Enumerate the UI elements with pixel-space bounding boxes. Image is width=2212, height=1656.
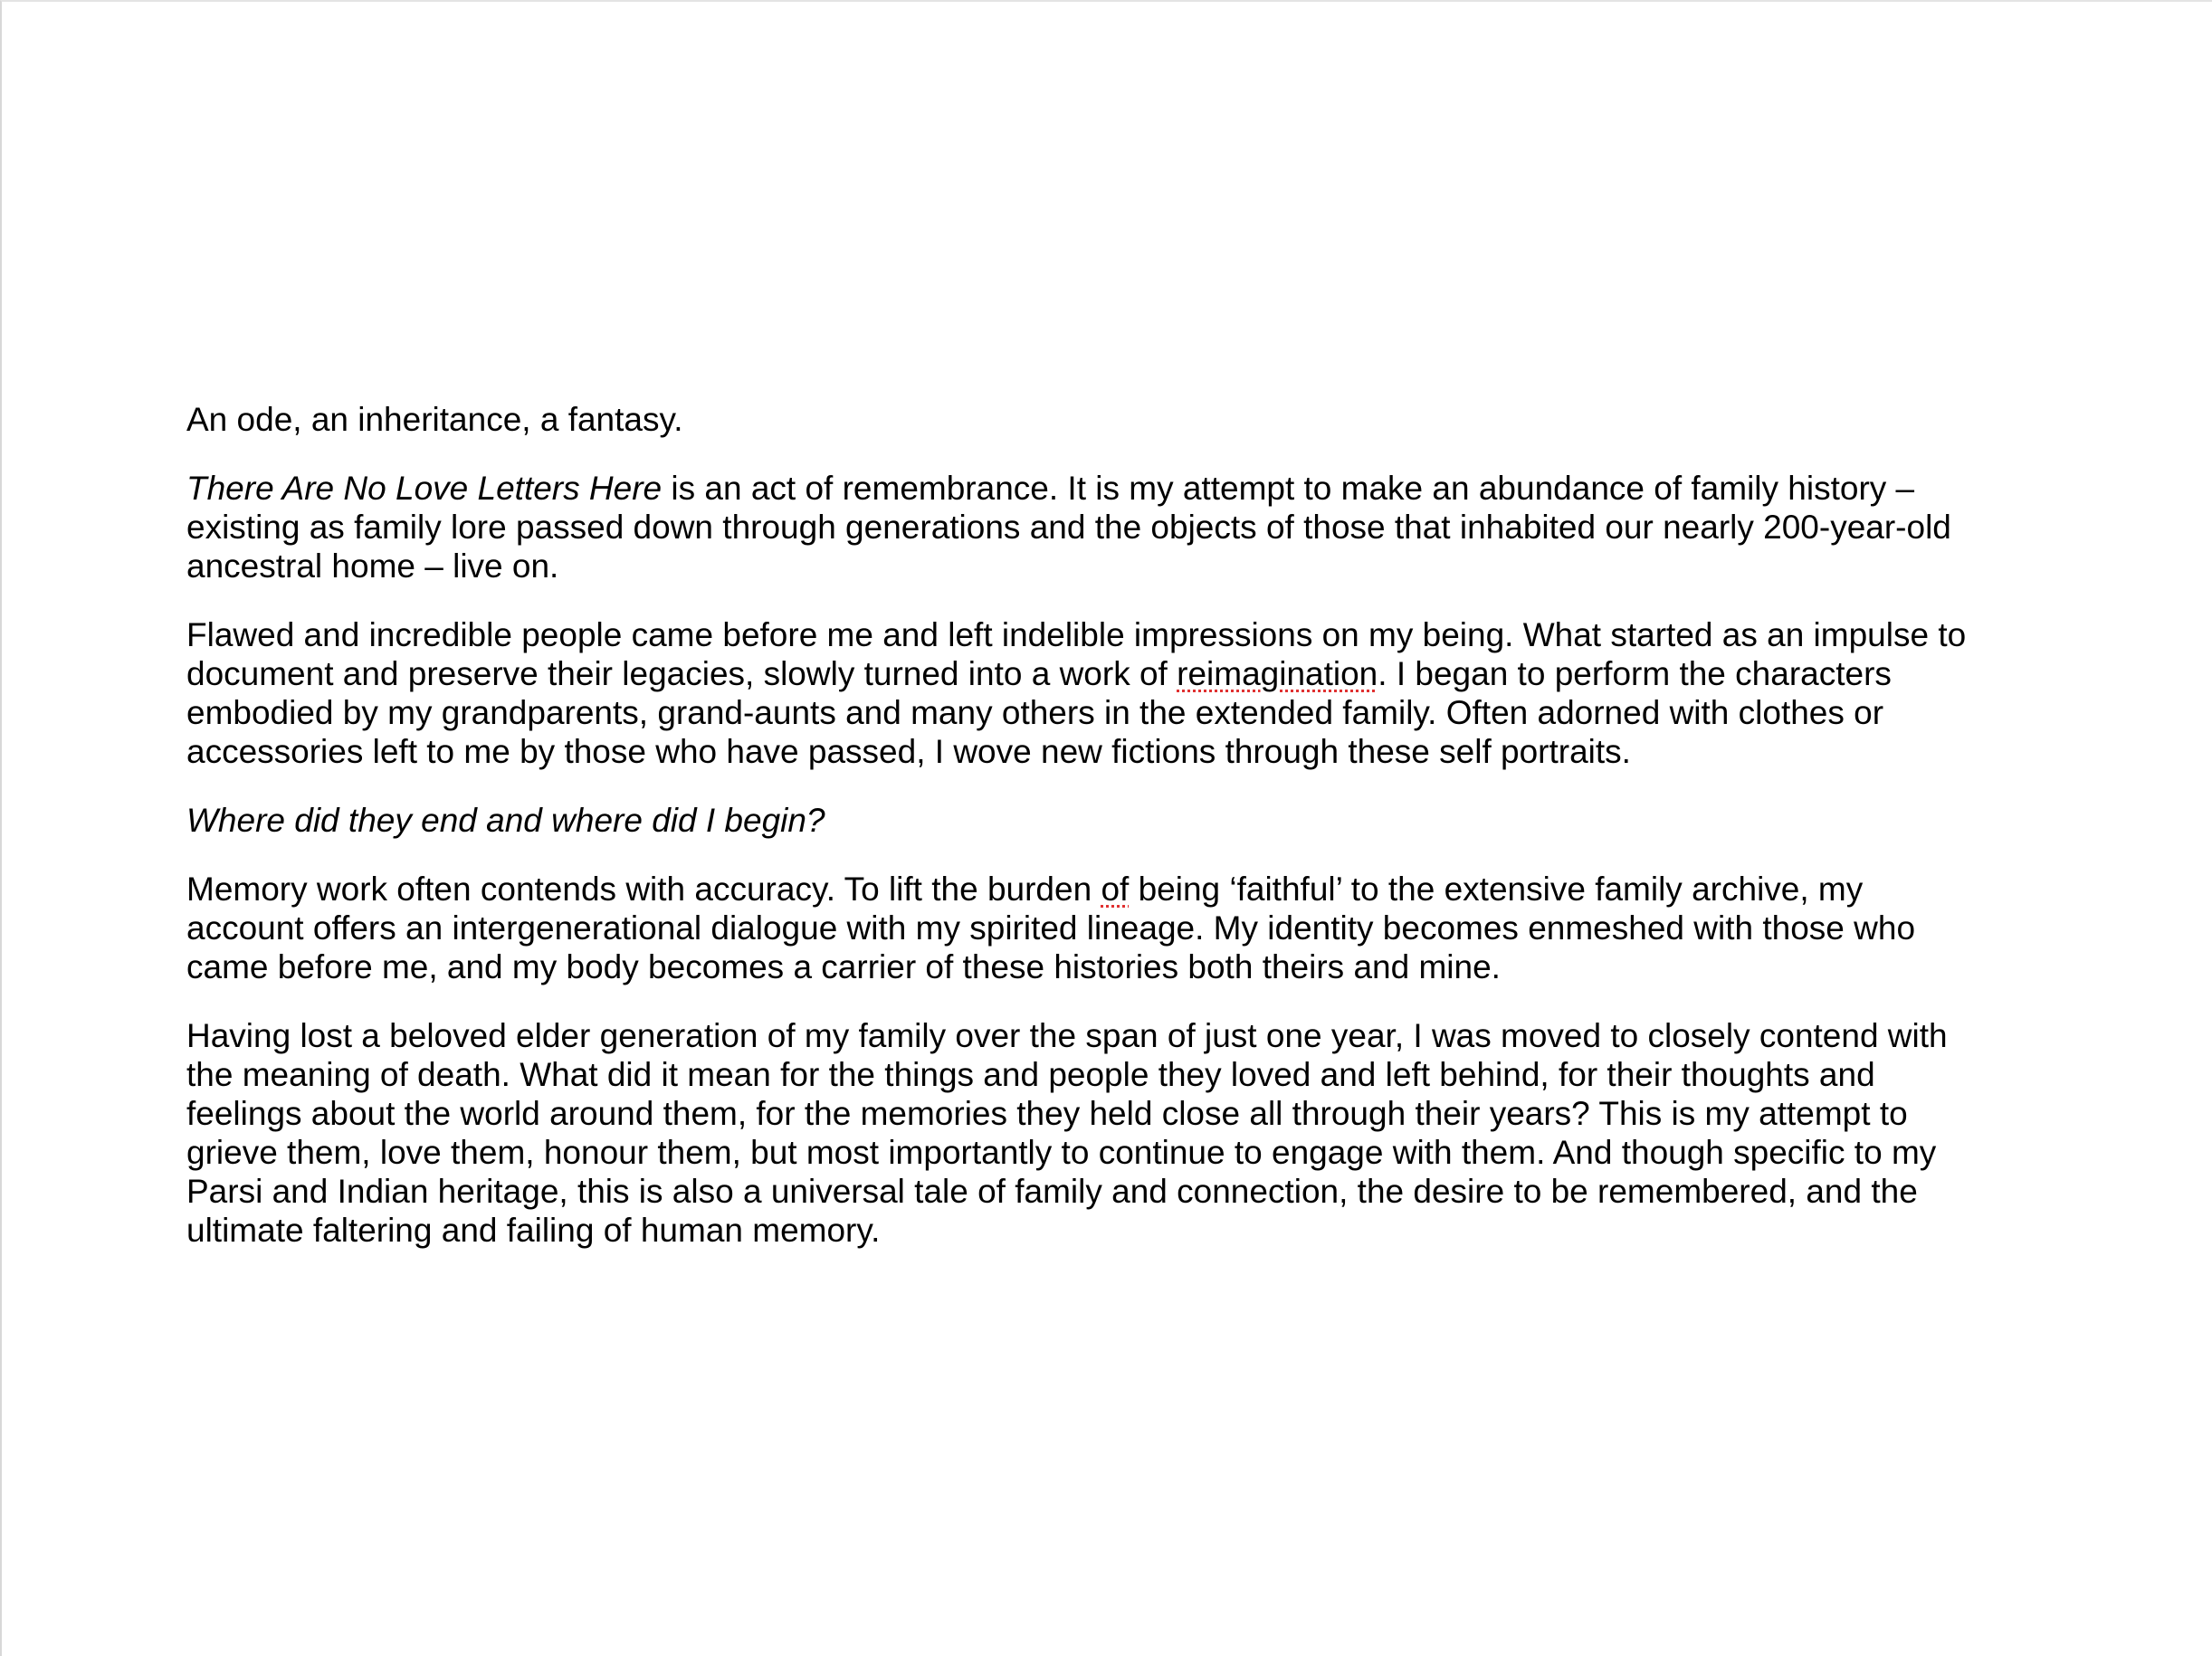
paragraph-line: feelings about the world around them, for the memories they held close all through their years? This is my attempt to: [186, 1095, 1908, 1132]
paragraph-line: ultimate faltering and failing of human memory.: [186, 1212, 881, 1249]
paragraph-line: existing as family lore passed down through generations and the objects of those that inhabited our nearly 200-year-old: [186, 509, 1951, 546]
paragraph-line: [186, 469, 2051, 508]
paragraph-title-statement: [186, 469, 2051, 585]
text-run: document and preserve their legacies, slowly turned into a work of: [186, 655, 1178, 692]
text-run: being ‘faithful’ to the extensive family archive, my: [1129, 871, 1864, 908]
paragraph-line: account offers an intergenerational dialogue with my spirited lineage. My identity becomes enmeshed with those who: [186, 909, 1916, 947]
paragraph-line: the meaning of death. What did it mean for the things and people they loved and left behind, for their thoughts and: [186, 1056, 1875, 1093]
paragraph-line: Where did they end and where did I begin?: [186, 802, 825, 839]
paragraph-intro: [186, 400, 2051, 439]
paragraph-loss: [186, 1016, 2051, 1250]
paragraph-line: Having lost a beloved elder generation of my family over the span of just one year, I was moved to closely contend with: [186, 1017, 1948, 1054]
paragraph-line: grieve them, love them, honour them, but most importantly to continue to engage with them. And though specific to my: [186, 1134, 1937, 1171]
paragraph-line: [186, 654, 2051, 693]
paragraph-line: came before me, and my body becomes a carrier of these histories both theirs and mine.: [186, 948, 1501, 985]
paragraph-flawed-people: [186, 615, 2051, 771]
paragraph-line: [186, 870, 2051, 909]
text-run: is an act of remembrance. It is my attempt to make an abundance of family history –: [662, 470, 1915, 507]
paragraph-line: Parsi and Indian heritage, this is also a universal tale of family and connection, the desire to be remembered, and the: [186, 1173, 1918, 1210]
spellcheck-flagged-word[interactable]: of: [1101, 871, 1130, 908]
text-run: Memory work often contends with accuracy. To lift the burden: [186, 871, 1101, 908]
paragraph-line: An ode, an inheritance, a fantasy.: [186, 401, 683, 438]
document-body[interactable]: [186, 400, 2051, 1280]
paragraph-line: ancestral home – live on.: [186, 547, 559, 585]
spellcheck-flagged-word[interactable]: reimagination: [1177, 655, 1378, 692]
paragraph-line: Flawed and incredible people came before me and left indelible impressions on my being. What started as an impulse to: [186, 616, 1967, 653]
work-title-italic: There Are No Love Letters Here: [186, 470, 663, 507]
paragraph-line: embodied by my grandparents, grand-aunts and many others in the extended family. Often adorned with clothes or: [186, 694, 1884, 731]
paragraph-memory-work: [186, 870, 2051, 986]
paragraph-line: accessories left to me by those who have passed, I wove new fictions through these self portraits.: [186, 733, 1631, 770]
paragraph-question: [186, 801, 2051, 840]
text-run: . I began to perform the characters: [1378, 655, 1892, 692]
